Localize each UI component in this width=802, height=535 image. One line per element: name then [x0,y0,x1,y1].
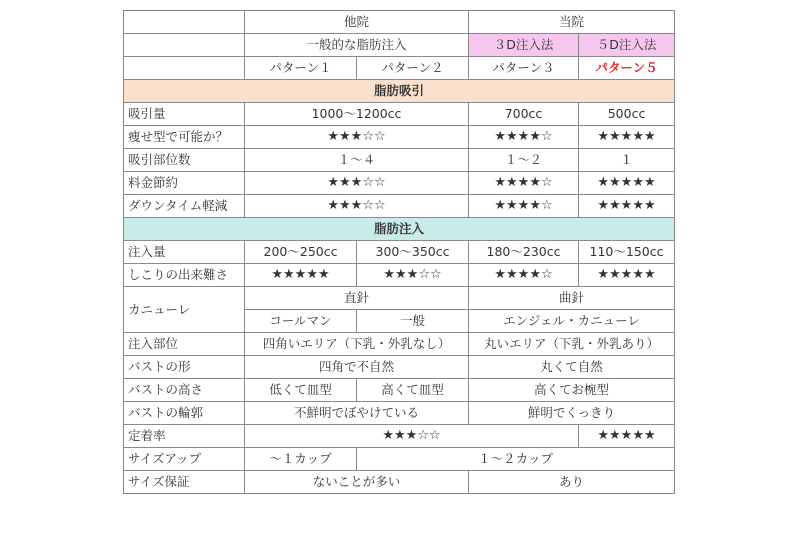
row-label: サイズ保証 [124,471,245,494]
star-rating: ★★★★★ [579,172,675,195]
row-label: ダウンタイム軽減 [124,195,245,218]
section-title-lipo: 脂肪吸引 [124,80,675,103]
table-row [124,264,675,287]
star-rating: ★★★★★ [579,195,675,218]
row-label: 吸引部位数 [124,149,245,172]
cell: 高くてお椀型 [469,379,675,402]
star-rating: ★★★★★ [579,264,675,287]
cell: １〜４ [245,149,469,172]
row-label: 吸引量 [124,103,245,126]
cell: 低くて皿型 [245,379,357,402]
table-row [124,195,675,218]
corner-cell [124,34,245,57]
star-rating: ★★★☆☆ [245,425,579,448]
table-row [124,448,675,471]
star-rating: ★★★★★ [579,425,675,448]
row-label: バストの高さ [124,379,245,402]
cell: 180〜230cc [469,241,579,264]
other-clinic-header: 他院 [245,11,469,34]
cell: 高くて皿型 [357,379,469,402]
star-rating: ★★★★☆ [469,172,579,195]
cell: コールマン [245,310,357,333]
general-lipo-header: 一般的な脂肪注入 [245,34,469,57]
row-label: 注入量 [124,241,245,264]
cell: あり [469,471,675,494]
table-row [124,402,675,425]
star-rating: ★★★★☆ [469,195,579,218]
cell: １〜２ [469,149,579,172]
section-row [124,218,675,241]
table-row [124,425,675,448]
table-row [124,471,675,494]
cell: 丸いエリア（下乳・外乳あり） [469,333,675,356]
table-row [124,103,675,126]
section-title-inject: 脂肪注入 [124,218,675,241]
table-row [124,126,675,149]
cell: 直針 [245,287,469,310]
cell: 一般 [357,310,469,333]
star-rating: ★★★★☆ [469,126,579,149]
star-rating: ★★★☆☆ [357,264,469,287]
method-3d-header: ３D注入法 [469,34,579,57]
star-rating: ★★★★★ [245,264,357,287]
star-rating: ★★★★☆ [469,264,579,287]
method-5d-header: ５D注入法 [579,34,675,57]
table-row [124,333,675,356]
row-label: 定着率 [124,425,245,448]
cell: 四角で不自然 [245,356,469,379]
cell: 〜１カップ [245,448,357,471]
row-label: 痩せ型で可能か？ [124,126,245,149]
cell: 500cc [579,103,675,126]
pattern-1-header: パターン１ [245,57,357,80]
row-label: バストの形 [124,356,245,379]
cell: 1000〜1200cc [245,103,469,126]
header-row-clinic [124,11,675,34]
pattern-5-header: パターン５ [579,57,675,80]
corner-cell [124,11,245,34]
table-row [124,149,675,172]
cell: １〜２カップ [357,448,675,471]
row-label: カニューレ [124,287,245,333]
cell: 四角いエリア（下乳・外乳なし） [245,333,469,356]
star-rating: ★★★☆☆ [245,172,469,195]
comparison-table [123,10,675,494]
cell: 700cc [469,103,579,126]
corner-cell [124,57,245,80]
cell: 丸くて自然 [469,356,675,379]
row-label: 注入部位 [124,333,245,356]
header-row-pattern [124,57,675,80]
pattern-2-header: パターン２ [357,57,469,80]
cell: 鮮明でくっきり [469,402,675,425]
cell: 不鮮明でぼやけている [245,402,469,425]
row-label: しこりの出来難さ [124,264,245,287]
cell: エンジェル・カニューレ [469,310,675,333]
table-row [124,172,675,195]
row-label: 料金節約 [124,172,245,195]
star-rating: ★★★☆☆ [245,195,469,218]
cell: １ [579,149,675,172]
table-row [124,379,675,402]
table-row [124,241,675,264]
cell: 曲針 [469,287,675,310]
cell: ないことが多い [245,471,469,494]
star-rating: ★★★★★ [579,126,675,149]
star-rating: ★★★☆☆ [245,126,469,149]
cell: 200〜250cc [245,241,357,264]
section-row [124,80,675,103]
row-label: サイズアップ [124,448,245,471]
header-row-method [124,34,675,57]
cell: 110〜150cc [579,241,675,264]
our-clinic-header: 当院 [469,11,675,34]
cell: 300〜350cc [357,241,469,264]
pattern-3-header: パターン３ [469,57,579,80]
table-row [124,356,675,379]
table-row [124,287,675,310]
row-label: バストの輪郭 [124,402,245,425]
